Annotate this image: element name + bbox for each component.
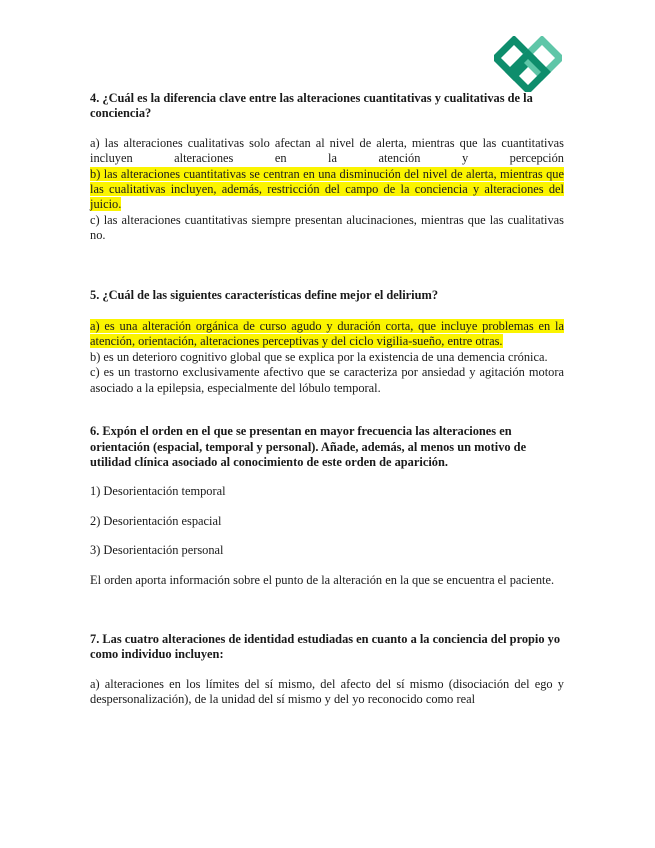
question-4-option-c: c) las alteraciones cuantitativas siempre presentan alucinaciones, mientras que las cualitativas no. — [90, 212, 564, 243]
question-6-answer: El orden aporta información sobre el punto de la alteración en la que se encuentra el paciente. — [90, 572, 555, 587]
question-6-item-2: 2) Desorientación espacial — [90, 513, 222, 528]
green-diamond-logo-icon — [494, 36, 562, 92]
question-6-item-1: 1) Desorientación temporal — [90, 484, 226, 499]
question-7-option-a: a) alteraciones en los límites del sí mismo, del afecto del sí mismo (disociación del ego y despersonalización), de la unidad del sí mismo y del yo reconocido como real — [90, 676, 564, 707]
question-5-title: 5. ¿Cuál de las siguientes características define mejor el delirium? — [90, 287, 439, 302]
highlighted-answer: b) las alteraciones cuantitativas se centran en una disminución del nivel de alerta, mientras que las cualitativas incluyen, además, restricción del campo de la conciencia y alteraciones del juicio. — [90, 166, 564, 212]
document-body — [90, 91, 564, 708]
question-6-item-3: 3) Desorientación personal — [90, 543, 224, 558]
question-4-option-a: a) las alteraciones cualitativas solo afectan al nivel de alerta, mientras que las cuantitativas incluyen alteraciones en la atención y percepción — [90, 135, 564, 166]
question-5-option-b: b) es un deterioro cognitivo global que se explica por la existencia de una demencia crónica. — [90, 349, 548, 364]
question-6-title: 6. Expón el orden en el que se presentan en mayor frecuencia las alteraciones en orientación (espacial, temporal y personal). Añade, además, al menos un motivo de utilidad clínica asociado al conocimiento de este orden de aparición. — [90, 424, 527, 469]
question-4-title: 4. ¿Cuál es la diferencia clave entre las alteraciones cuantitativas y cualitativas de la conciencia? — [90, 91, 533, 121]
highlighted-answer: a) es una alteración orgánica de curso agudo y duración corta, que incluye problemas en la atención, orientación, alteraciones perceptivas y del ciclo vigilia-sueño, entre otras. — [90, 319, 564, 349]
question-5-option-c: c) es un trastorno exclusivamente afectivo que se caracteriza por ansiedad y agitación motora asociado a la epilepsia, especialmente del lóbulo temporal. — [90, 365, 564, 395]
question-4-option-b — [90, 167, 564, 213]
question-7-title: 7. Las cuatro alteraciones de identidad estudiadas en cuanto a la conciencia del propio yo como individuo incluyen: — [90, 631, 561, 662]
question-5-option-a — [90, 319, 564, 350]
